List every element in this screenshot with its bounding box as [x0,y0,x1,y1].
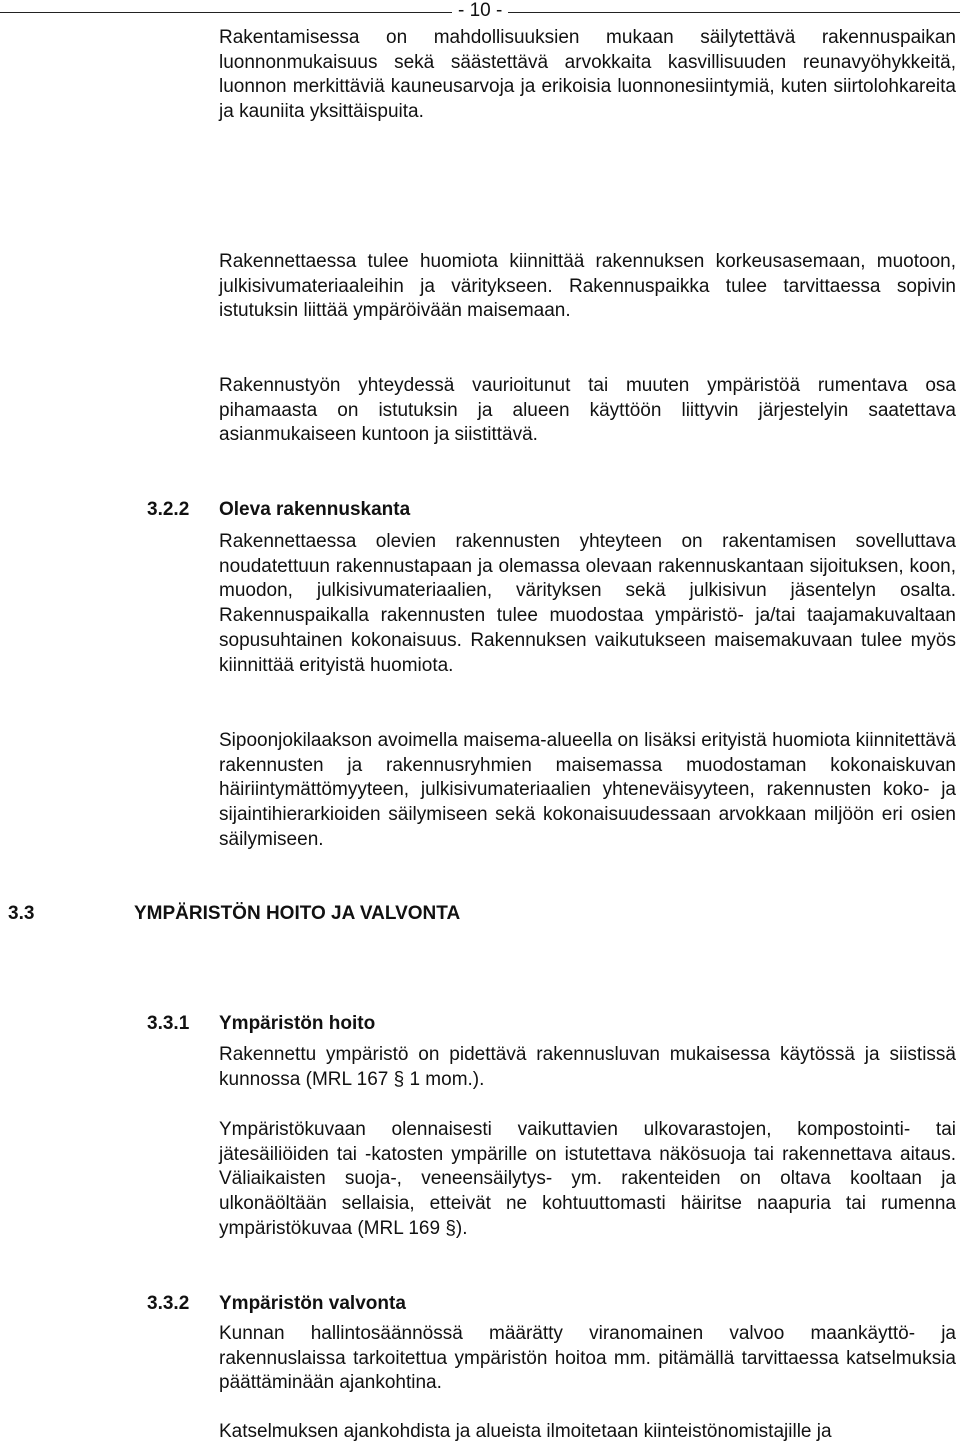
section-3-3-2-paragraph-1-wrap [219,1322,956,1396]
section-title: Ympäristön hoito [219,1013,376,1034]
section-3-2-2-paragraph-2-wrap [219,729,956,853]
section-heading-3-2-2 [147,498,647,522]
section-title: Ympäristön valvonta [219,1293,406,1314]
page-number: - 10 - [452,0,508,22]
body-paragraph: Katselmuksen ajankohdista ja alueista ilmoitetaan kiinteistönomistajille ja [219,1421,832,1442]
section-3-3-2-paragraph-2-wrap [219,1420,956,1445]
intro-paragraph: Rakennustyön yhteydessä vaurioitunut tai muuten ympäristöä rumentava osa pihamaasta on istutuksin ja alueen käyttöön liittyvin järjestelyin saatettava asianmukaiseen kuntoon ja siistittävä. [219,375,956,446]
body-paragraph: Sipoonjokilaakson avoimella maisema-alueella on lisäksi erityistä huomiota kiinnitettävä rakennusten ja rakennusryhmien maisemassa muodostaman kokonaiskuvan häiriintymättömyyteen, julkisivumateriaalien yhteneväisyyteen, rakennusten koko- ja sijaintihierarkioiden säilymiseen sekä kokonaisuudessaan arvokkaan miljöön eri osien säilymiseen. [219,730,956,850]
body-paragraph: Ympäristökuvaan olennaisesti vaikuttavien ulkovarastojen, kompostointi- tai jätesäiliöiden tai -katosten ympärille on istutettava näkösuoja tai rakennettava aitaus. Väliaikaisten suoja-, veneensäilytys- ym. rakenteiden on oltava kooltaan ja ulkonäöltään sellaisia, etteivät ne kohtuuttomasti häiritse naapuria tai rumenna ympäristökuvaa (MRL 169 §). [219,1119,956,1239]
body-paragraph: Rakennettaessa olevien rakennusten yhteyteen on rakentamisen sovelluttava noudatettuun rakennustapaan ja olemassa olevaan rakennuskantaan sijoituksen, koon, muodon, julkisivumateriaalien, värityksen sekä julkisivun jäsentelyn osalta. Rakennuspaikalla rakennusten tulee muodostaa ympäristö- ja/tai taajamakuvaltaan sopusuhtainen kokonaisuus. Rakennuksen vaikutukseen maisemakuvaan tulee myös kiinnittää erityistä huomiota. [219,531,956,676]
page-header [0,0,960,22]
section-title: Oleva rakennuskanta [219,499,411,520]
chapter-number: 3.3 [8,903,35,924]
section-heading-3-3-1 [147,1012,647,1036]
body-paragraph: Kunnan hallintosäännössä määrätty viranomainen valvoo maankäyttö- ja rakennuslaissa tarkoitettua ympäristön hoitoa mm. pitämällä tarvittaessa katselmuksia päättäminään ajankohtina. [219,1323,956,1394]
intro-paragraph-2-wrap [219,250,956,324]
section-number: 3.2.2 [147,499,190,520]
intro-paragraph-1-wrap [219,26,956,125]
section-heading-3-3-2 [147,1292,647,1316]
intro-paragraph: Rakennettaessa tulee huomiota kiinnittää rakennuksen korkeusasemaan, muotoon, julkisivumateriaaleihin ja väritykseen. Rakennuspaikka tulee tarvittaessa sopivin istutuksin liittää ympäröivään maisemaan. [219,251,956,322]
intro-paragraph: Rakentamisessa on mahdollisuuksien mukaan säilytettävä rakennuspaikan luonnonmukaisuus sekä säästettävä arvokkaita kasvillisuuden reunavyöhykkeitä, luonnon merkittäviä kauneusarvoja ja erikoisia luonnonesiintymiä, kuten siirtolohkareita ja kauniita yksittäispuita. [219,27,956,123]
section-3-3-1-paragraph-2-wrap [219,1118,956,1242]
body-paragraph: Rakennettu ympäristö on pidettävä rakennusluvan mukaisessa käytössä ja siistissä kunnossa (MRL 167 § 1 mom.). [219,1044,956,1090]
section-3-3-1-paragraph-1-wrap [219,1043,956,1092]
intro-paragraph-3-wrap [219,374,956,448]
section-3-2-2-paragraph-1-wrap [219,530,956,678]
section-number: 3.3.1 [147,1013,190,1034]
section-number: 3.3.2 [147,1293,190,1314]
chapter-title: YMPÄRISTÖN HOITO JA VALVONTA [134,903,461,924]
chapter-heading-3-3 [8,902,608,926]
